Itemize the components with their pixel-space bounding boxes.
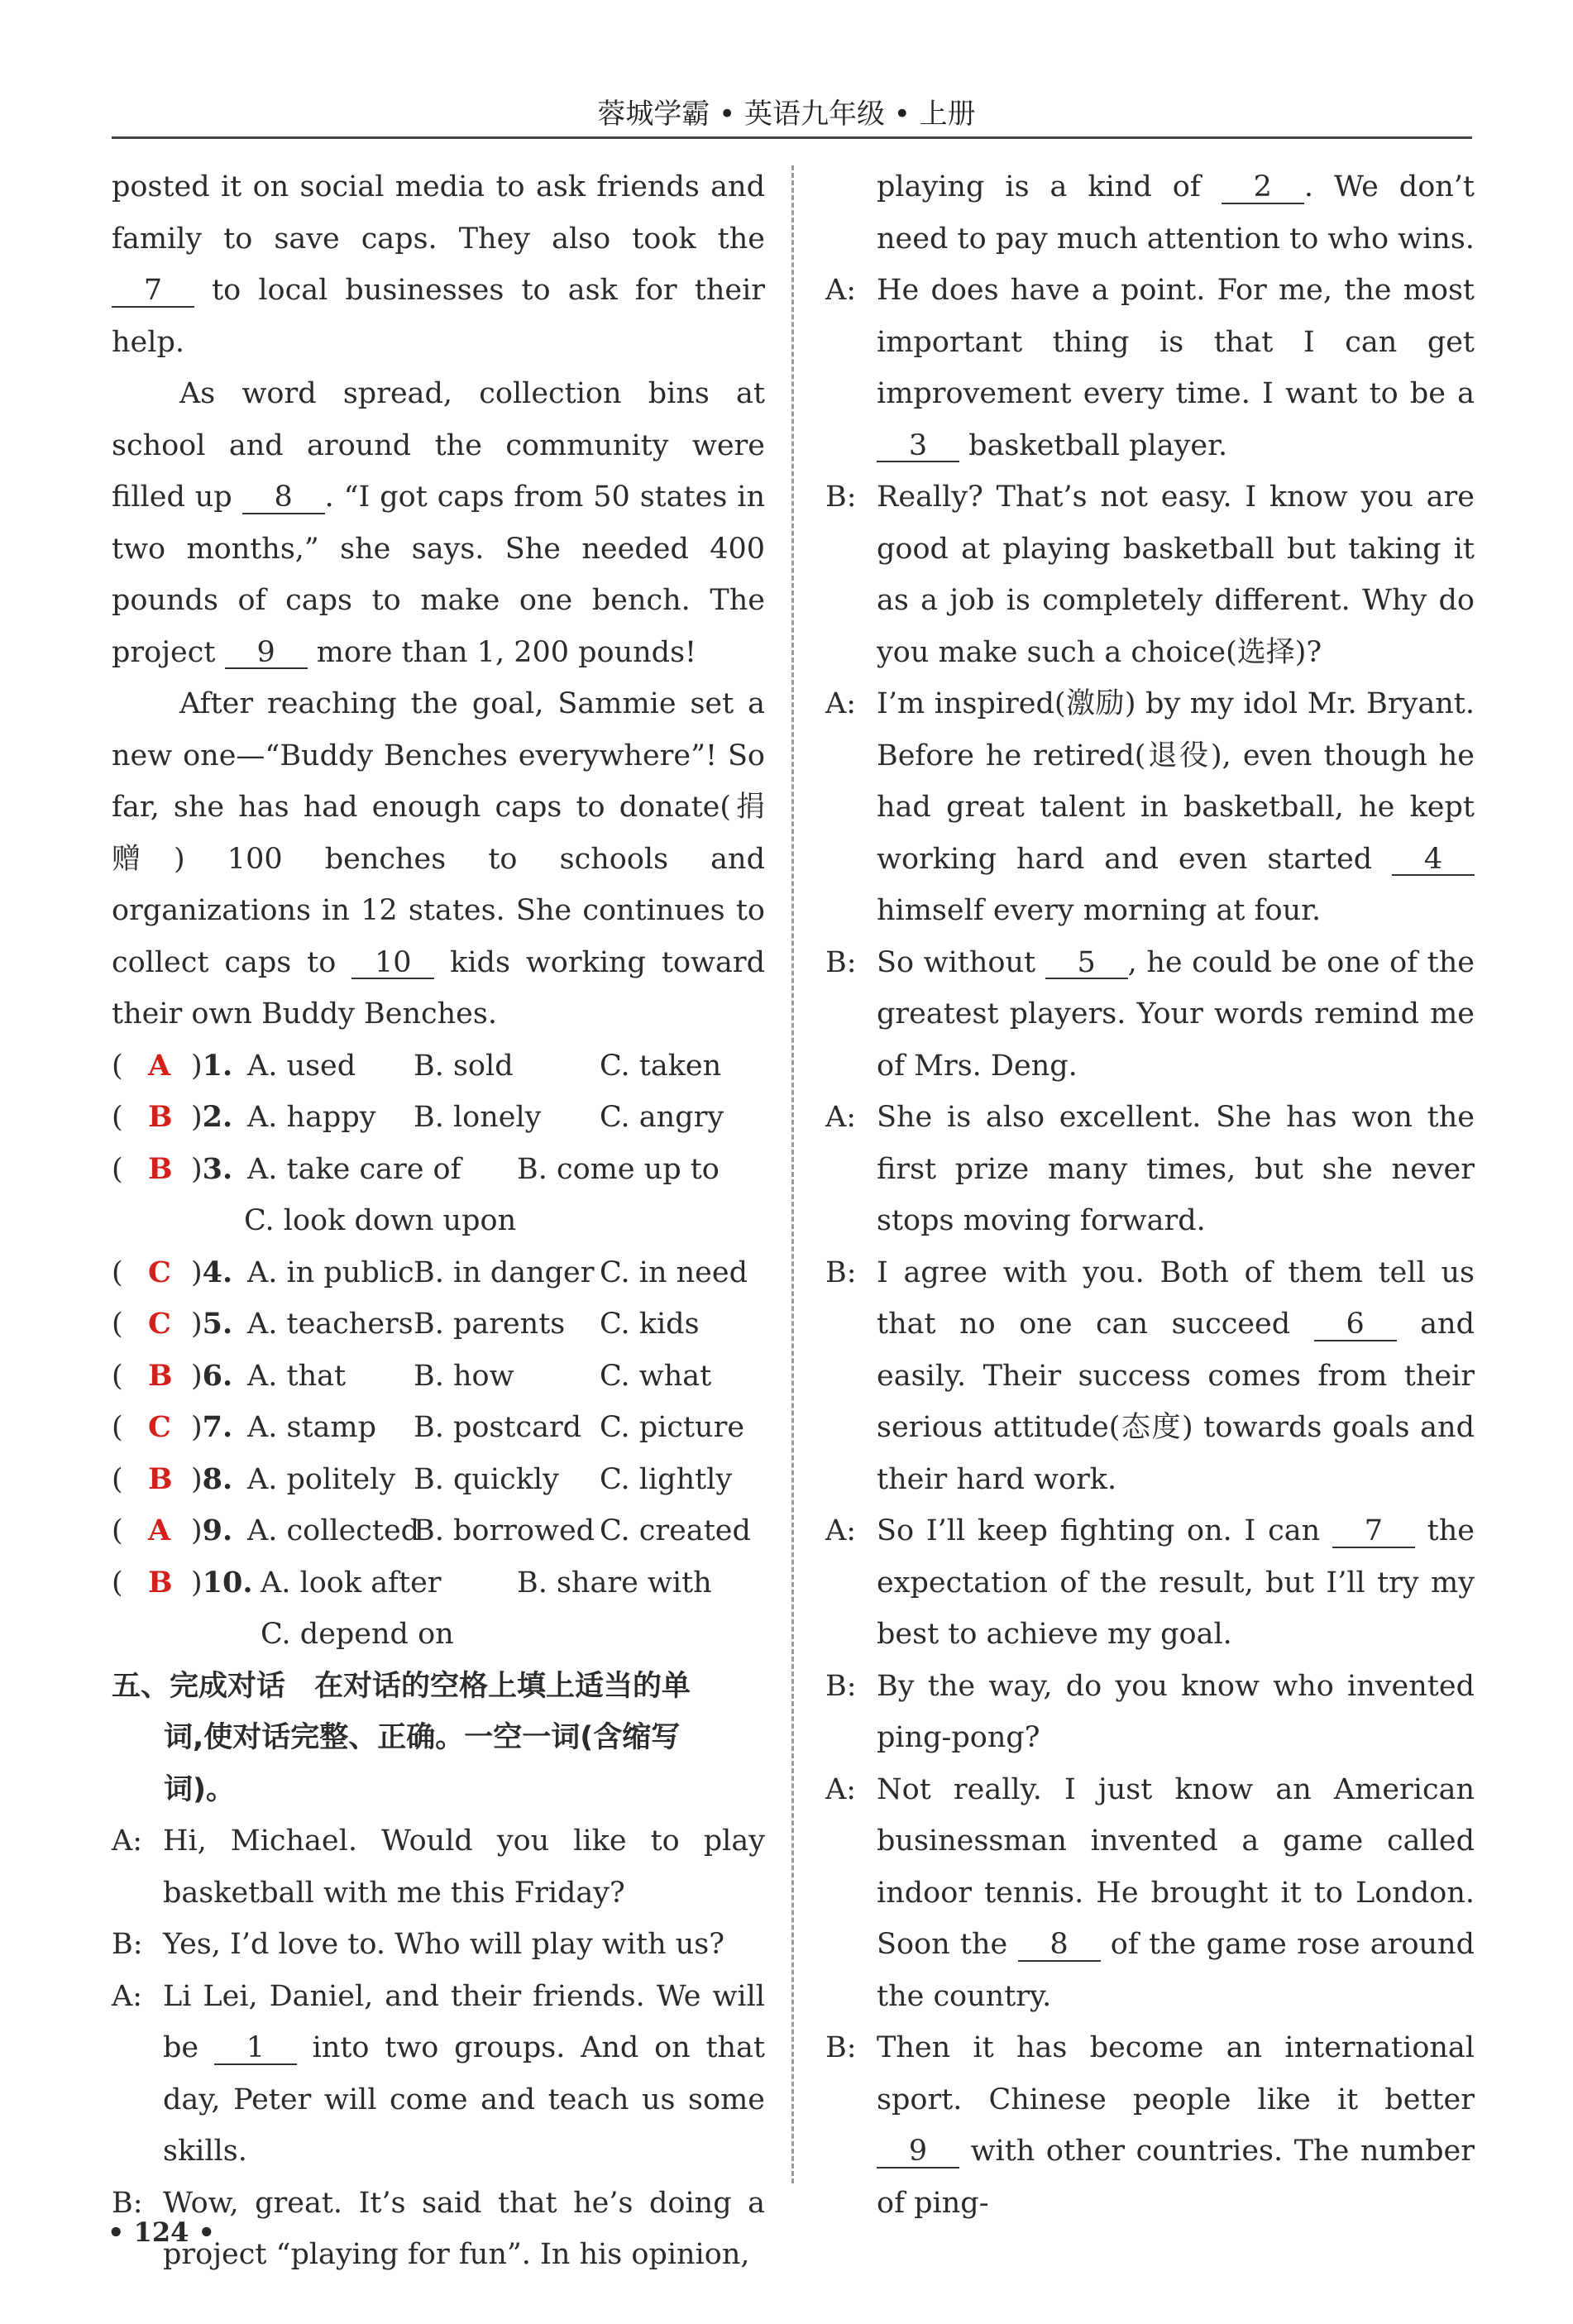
- speaker-label: B:: [825, 945, 857, 979]
- answer-mark: B: [148, 1461, 173, 1496]
- page-header: 蓉城学霸 • 英语九年级 • 上册: [597, 98, 976, 131]
- option-b: B. postcard: [414, 1411, 582, 1444]
- option-b: B. quickly: [414, 1462, 559, 1496]
- option-a: A. teachers: [247, 1308, 414, 1341]
- option-b: B. sold: [414, 1049, 514, 1083]
- answer-mark: C: [148, 1410, 171, 1444]
- answer-blank: 5: [1045, 948, 1128, 980]
- option-b: B. in danger: [414, 1255, 595, 1289]
- answer-mark: C: [148, 1255, 171, 1289]
- dialogue-line: A: She is also excellent. She has won the first prize many times, but she never stops moving forward.: [825, 1092, 1475, 1247]
- answer-blank: 8: [242, 482, 325, 514]
- page-number: • 124 •: [108, 2216, 215, 2248]
- option-a: A. stamp: [247, 1411, 377, 1444]
- option-b: B. how: [414, 1359, 514, 1393]
- answer-blank: 8: [1018, 1929, 1101, 1962]
- answer-mark: B: [148, 1100, 173, 1134]
- option-a: A. that: [247, 1359, 347, 1393]
- header-rule: [112, 136, 1472, 139]
- speaker-label: A:: [825, 1772, 857, 1806]
- section-heading: 五、完成对话 在对话的空格上填上适当的单 词,使对话完整、正确。一空一词(含缩写 词)。: [112, 1669, 691, 1806]
- dialogue-line: A: Hi, Michael. Would you like to play basketball with me this Friday?: [112, 1815, 765, 1919]
- passage-paragraph: As word spread, collection bins at school and around the community were filled up 8 . “I got caps from 50 states in two months,” she says. She needed 400 pounds of caps to make one bench. The project 9 more than 1, 200 pounds!: [112, 377, 765, 669]
- answer-blank: 10: [351, 948, 434, 980]
- question-item: ( A )9. A. collected B. borrowed C. created: [112, 1505, 765, 1557]
- speaker-label: B:: [825, 1669, 857, 1703]
- option-c: C. kids: [600, 1308, 700, 1341]
- option-c: C. taken: [600, 1049, 722, 1083]
- answer-mark: B: [148, 1358, 173, 1393]
- dialogue-line: A: So I’ll keep fighting on. I can 7 the expectation of the result, but I’ll try my best to achieve my goal.: [825, 1505, 1475, 1661]
- option-b: B. parents: [414, 1308, 566, 1341]
- speaker-label: A:: [112, 1824, 143, 1858]
- dialogue-line: A: Not really. I just know an American businessman invented a game called indoor tennis. He brought it to London. Soon the 8 of the game rose around the country.: [825, 1764, 1475, 2023]
- dialogue-line: B: Wow, great. It’s said that he’s doing a project “playing for fun”. In his opinion,: [112, 2178, 765, 2281]
- speaker-label: B:: [112, 2186, 143, 2220]
- dialogue-line: B: By the way, do you know who invented ping-pong?: [825, 1661, 1475, 1764]
- answer-blank: 9: [877, 2136, 959, 2169]
- answer-blank: 1: [214, 2033, 297, 2065]
- answer-blank: 2: [1222, 172, 1304, 204]
- option-c: C. created: [600, 1514, 751, 1547]
- option-a: A. collected: [247, 1514, 420, 1547]
- question-item: ( C )5. A. teachers B. parents C. kids: [112, 1298, 765, 1351]
- dialogue-line: B: Then it has become an international sport. Chinese people like it better 9 with other countries. The number of ping-: [825, 2022, 1475, 2229]
- answer-mark: A: [148, 1513, 171, 1547]
- dialogue-line: B: Really? That’s not easy. I know you are good at playing basketball but taking it as a job is completely different. Why do you make such a choice(选择)?: [825, 471, 1475, 678]
- answer-blank: 9: [225, 638, 308, 670]
- answer-blank: 4: [1392, 844, 1475, 877]
- question-item: ( B )10. A. look after B. share with: [112, 1557, 765, 1609]
- passage-paragraph: posted it on social media to ask friends and family to save caps. They also took the 7 to local businesses to ask for their help.: [112, 170, 765, 359]
- dialogue-line: A: He does have a point. For me, the most important thing is that I can get improvement every time. I want to be a 3 basketball player.: [825, 265, 1475, 471]
- answer-mark: C: [148, 1307, 171, 1341]
- dialogue-line: B: I agree with you. Both of them tell us that no one can succeed 6 and easily. Their success comes from their serious attitude(态度) towards goals and their hard work.: [825, 1247, 1475, 1506]
- dialogue-line: A: Li Lei, Daniel, and their friends. We will be 1 into two groups. And on that day, Peter will come and teach us some skills.: [112, 1971, 765, 2178]
- question-item: ( B )2. A. happy B. lonely C. angry: [112, 1092, 765, 1144]
- question-item: ( B )8. A. politely B. quickly C. lightly: [112, 1454, 765, 1506]
- question-item: ( B )6. A. that B. how C. what: [112, 1351, 765, 1403]
- passage-paragraph: After reaching the goal, Sammie set a new one—“Buddy Benches everywhere”! So far, she has had enough caps to donate(捐赠) 100 benches to schools and organizations in 12 states. She continues to collect caps to 10 kids working toward their own Buddy Benches.: [112, 687, 765, 1030]
- answer-mark: B: [148, 1151, 173, 1186]
- option-a: A. politely: [247, 1462, 396, 1496]
- speaker-label: B:: [825, 2031, 857, 2064]
- column-divider: [791, 165, 794, 2183]
- dialogue-line: B: So without 5 , he could be one of the greatest players. Your words remind me of Mrs. Deng.: [825, 937, 1475, 1093]
- answer-blank: 7: [112, 275, 194, 308]
- answer-mark: A: [148, 1048, 171, 1083]
- question-item: ( A )1. A. used B. sold C. taken: [112, 1040, 765, 1093]
- option-a: A. take care of: [247, 1152, 461, 1186]
- option-c: C. in need: [600, 1255, 748, 1289]
- option-a: A. look after: [261, 1566, 442, 1600]
- speaker-label: A:: [825, 687, 857, 720]
- speaker-label: A:: [825, 1514, 857, 1547]
- option-b: B. share with: [517, 1566, 712, 1600]
- option-b: B. come up to: [517, 1152, 720, 1186]
- dialogue-line: B: Yes, I’d love to. Who will play with us?: [112, 1919, 765, 1971]
- right-column: [825, 161, 1475, 2229]
- answer-blank: 7: [1332, 1516, 1415, 1548]
- option-b: B. lonely: [414, 1101, 542, 1134]
- speaker-label: B:: [825, 1255, 857, 1289]
- question-continuation: [112, 1195, 765, 1247]
- option-c: C. look down upon: [244, 1204, 517, 1237]
- dialogue-continuation: playing is a kind of 2 . We don’t need to pay much attention to who wins.: [877, 170, 1475, 256]
- speaker-label: A:: [112, 1979, 143, 2013]
- speaker-label: A:: [825, 274, 857, 307]
- question-item: ( C )7. A. stamp B. postcard C. picture: [112, 1402, 765, 1454]
- answer-blank: 3: [877, 431, 959, 463]
- dialogue-line: A: I’m inspired(激励) by my idol Mr. Bryant. Before he retired(退役), even though he had great talent in basketball, he kept working hard and even started 4 himself every morning at four.: [825, 678, 1475, 937]
- speaker-label: B:: [112, 1928, 143, 1961]
- question-item: ( C )4. A. in public B. in danger C. in need: [112, 1247, 765, 1299]
- option-c: C. angry: [600, 1101, 724, 1134]
- option-a: A. in public: [247, 1255, 414, 1289]
- option-b: B. borrowed: [414, 1514, 595, 1547]
- option-a: A. happy: [247, 1101, 376, 1134]
- question-continuation: [112, 1609, 765, 1661]
- option-c: C. picture: [600, 1411, 745, 1444]
- speaker-label: B:: [825, 481, 857, 514]
- left-column: [112, 161, 765, 2281]
- question-item: ( B )3. A. take care of B. come up to: [112, 1144, 765, 1196]
- option-a: A. used: [247, 1049, 356, 1083]
- option-c: C. depend on: [261, 1618, 454, 1651]
- answer-mark: B: [148, 1565, 173, 1600]
- answer-blank: 6: [1314, 1309, 1397, 1341]
- option-c: C. what: [600, 1359, 712, 1393]
- question-list: [112, 1040, 765, 1661]
- option-c: C. lightly: [600, 1462, 733, 1496]
- speaker-label: A:: [825, 1101, 857, 1134]
